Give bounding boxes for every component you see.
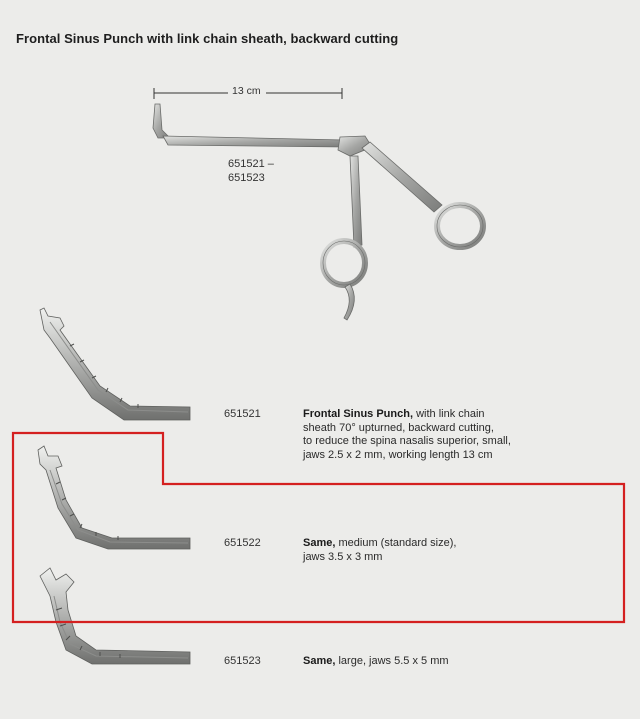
article-code: 651521 bbox=[224, 408, 261, 420]
item-name: Same, bbox=[303, 655, 336, 667]
range-line-1: 651521 – bbox=[228, 158, 274, 170]
desc-text: large, jaws 5.5 x 5 mm bbox=[335, 655, 449, 667]
article-code: 651522 bbox=[224, 537, 261, 549]
page-title: Frontal Sinus Punch with link chain sheath, backward cutting bbox=[16, 31, 399, 46]
dimension-label: 13 cm bbox=[232, 85, 261, 97]
desc-text: with link chain bbox=[413, 408, 485, 420]
range-line-2: 651523 bbox=[228, 171, 265, 184]
item-name: Same, bbox=[303, 537, 336, 549]
article-code: 651523 bbox=[224, 655, 261, 667]
desc-line: to reduce the spina nasalis superior, small, bbox=[303, 435, 511, 447]
desc-line: jaws 3.5 x 3 mm bbox=[303, 550, 383, 563]
desc-line: jaws 2.5 x 2 mm, working length 13 cm bbox=[303, 448, 493, 461]
desc-text: medium (standard size), bbox=[335, 537, 457, 549]
item-name: Frontal Sinus Punch, bbox=[303, 408, 414, 420]
desc-line: sheath 70° upturned, backward cutting, bbox=[303, 421, 494, 434]
